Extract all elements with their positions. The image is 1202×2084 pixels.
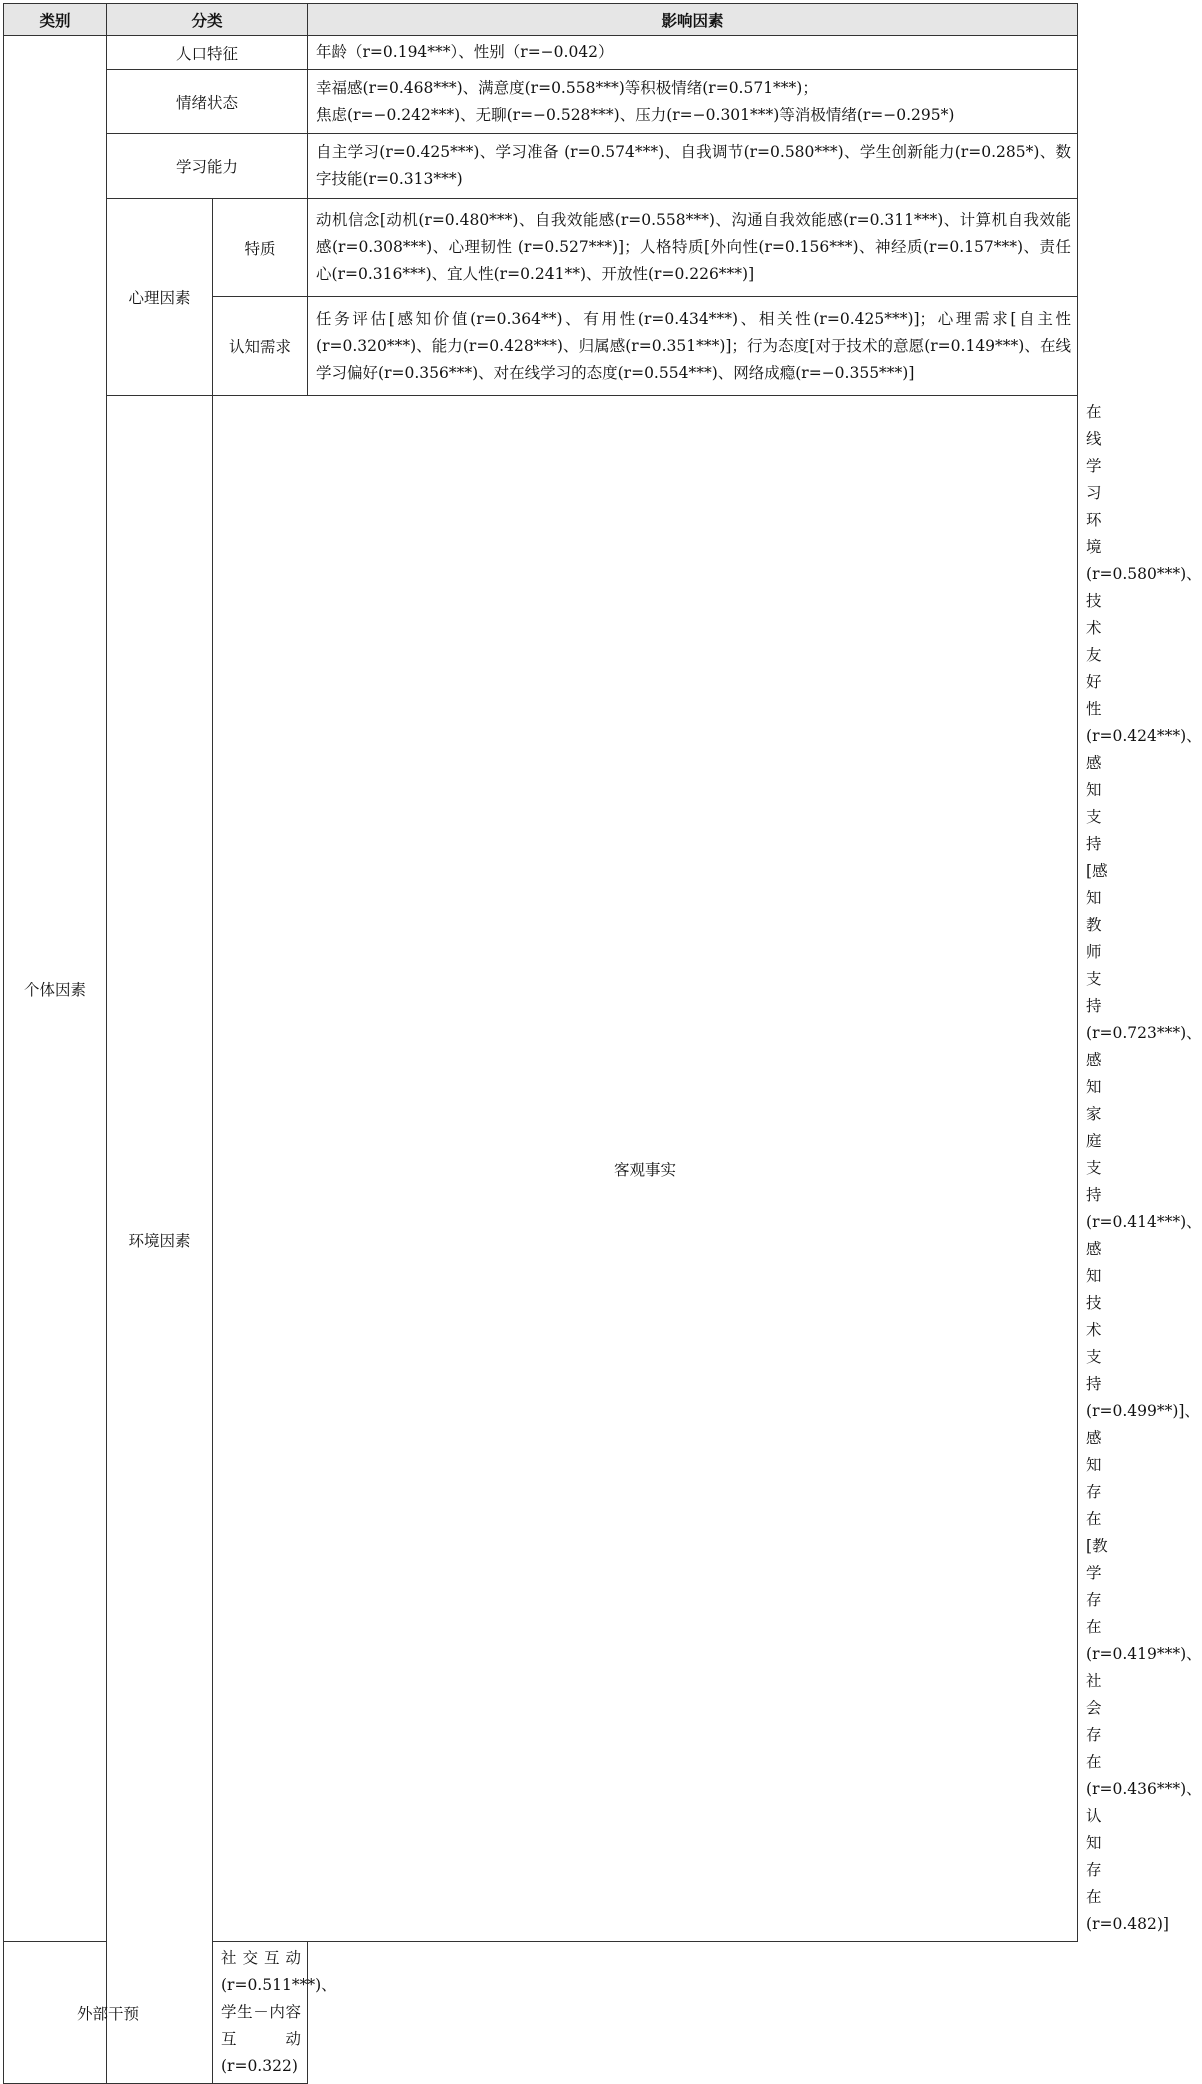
header-category: 类别 [4, 4, 107, 36]
table-row [4, 1942, 1078, 2084]
table-row [4, 199, 1078, 297]
category-environment: 环境因素 [107, 396, 213, 2084]
factors-cognitive-needs: 任务评估[感知价值(r=0.364**)、有用性(r=0.434***)、相关性(r=0.425***)]；心理需求[自主性(r=0.320***)、能力(r=0.428***)、归属感(r=0.351***)]；行为态度[对于技术的意愿(r=0.149***)、在线学习偏好(r=0.356***)、对在线学习的态度(r=0.554***)、网络成瘾(r=−0.355***)] [308, 297, 1078, 396]
header-classification: 分类 [107, 4, 308, 36]
header-row [4, 4, 1078, 36]
subcategory-psychological: 心理因素 [107, 199, 213, 396]
subcategory-objective-facts: 客观事实 [213, 396, 1078, 1942]
table-row [4, 70, 1078, 134]
subcategory-traits: 特质 [213, 199, 308, 297]
factors-emotion-negative: 焦虑(r=−0.242***)、无聊(r=−0.528***)、压力(r=−0.301***)等消极情绪(r=−0.295*) [316, 105, 955, 124]
factors-demographics: 年龄（r=0.194***）、性别（r=−0.042） [308, 36, 1078, 70]
factors-emotion [308, 70, 1078, 134]
subcategory-emotion: 情绪状态 [107, 70, 308, 134]
factors-learning-ability: 自主学习(r=0.425***)、学习准备 (r=0.574***)、自我调节(r=0.580***)、学生创新能力(r=0.285*)、数字技能(r=0.313***) [308, 134, 1078, 199]
subcategory-demographics: 人口特征 [107, 36, 308, 70]
influence-factors-table [3, 3, 1202, 2084]
header-factors: 影响因素 [308, 4, 1078, 36]
subcategory-cognitive-needs: 认知需求 [213, 297, 308, 396]
table-row: 环境因素 客观事实 在线学习环境(r=0.580***)、技术友好性 (r=0.424***)、感知支持[感知教师支持(r=0.723***)、感知家庭支持(r=0.414***)、感知技术支持(r=0.499**)]、感知存在[教学存在(r=0.419***)、社会存在(r=0.436***)、认知存在(r=0.482)] [4, 396, 1078, 1942]
factors-traits: 动机信念[动机(r=0.480***)、自我效能感(r=0.558***)、沟通自我效能感(r=0.311***)、计算机自我效能感(r=0.308***)、心理韧性 (r=0.527***)]；人格特质[外向性(r=0.156***)、神经质(r=0.157***)、责任心(r=0.316***)、宜人性(r=0.241**)、开放性(r=0.226***)] [308, 199, 1078, 297]
factors-emotion-positive: 幸福感(r=0.468***)、满意度(r=0.558***)等积极情绪(r=0.571***)； [316, 78, 818, 97]
subcategory-external-intervention: 外部干预 [4, 1942, 213, 2084]
table-row [4, 134, 1078, 199]
factors-external-intervention: 社交互动(r=0.511***)、学生－内容互动 (r=0.322) [213, 1942, 308, 2084]
category-individual: 个体因素 [4, 36, 107, 1942]
subcategory-learning-ability: 学习能力 [107, 134, 308, 199]
table-row [4, 36, 1078, 70]
